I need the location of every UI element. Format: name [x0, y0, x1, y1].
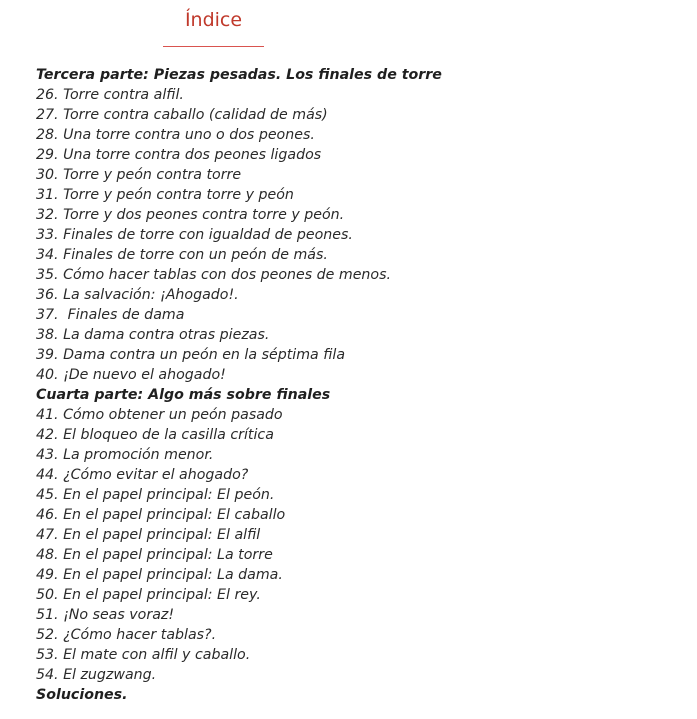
toc-item-47: 47. En el papel principal: El alfil	[36, 527, 261, 543]
page-title: Índice	[184, 9, 243, 31]
table-of-contents	[36, 65, 442, 705]
toc-item-27: 27. Torre contra caballo (calidad de más)	[36, 107, 328, 123]
toc-item-36: 36. La salvación: ¡Ahogado!.	[36, 287, 239, 303]
toc-item-30: 30. Torre y peón contra torre	[36, 167, 242, 183]
toc-item-26: 26. Torre contra alfil.	[36, 87, 184, 103]
section-heading-tercera-parte: Tercera parte: Piezas pesadas. Los finales de torre	[36, 67, 442, 83]
toc-item-40: 40. ¡De nuevo el ahogado!	[36, 367, 226, 383]
toc-item-44: 44. ¿Cómo evitar el ahogado?	[36, 467, 249, 483]
toc-item-39: 39. Dama contra un peón en la séptima fila	[36, 347, 346, 363]
toc-item-43: 43. La promoción menor.	[36, 447, 214, 463]
toc-item-50: 50. En el papel principal: El rey.	[36, 587, 261, 603]
toc-item-48: 48. En el papel principal: La torre	[36, 547, 273, 563]
toc-item-49: 49. En el papel principal: La dama.	[36, 567, 283, 583]
toc-item-37: 37. Finales de dama	[36, 307, 185, 323]
section-heading-cuarta-parte: Cuarta parte: Algo más sobre finales	[36, 387, 331, 403]
toc-item-51: 51. ¡No seas voraz!	[36, 607, 175, 623]
toc-item-54: 54. El zugzwang.	[36, 667, 157, 683]
toc-item-32: 32. Torre y dos peones contra torre y peón.	[36, 207, 345, 223]
toc-item-45: 45. En el papel principal: El peón.	[36, 487, 275, 503]
toc-item-33: 33. Finales de torre con igualdad de peones.	[36, 227, 353, 243]
toc-item-29: 29. Una torre contra dos peones ligados	[36, 147, 322, 163]
toc-item-35: 35. Cómo hacer tablas con dos peones de menos.	[36, 267, 391, 283]
toc-item-34: 34. Finales de torre con un peón de más.	[36, 247, 328, 263]
toc-item-41: 41. Cómo obtener un peón pasado	[36, 407, 283, 423]
toc-item-53: 53. El mate con alfil y caballo.	[36, 647, 251, 663]
toc-item-52: 52. ¿Cómo hacer tablas?.	[36, 627, 217, 643]
section-heading-soluciones: Soluciones.	[36, 687, 128, 703]
title-underline	[163, 46, 264, 47]
toc-item-38: 38. La dama contra otras piezas.	[36, 327, 270, 343]
toc-item-46: 46. En el papel principal: El caballo	[36, 507, 286, 523]
toc-item-42: 42. El bloqueo de la casilla crítica	[36, 427, 274, 443]
toc-item-31: 31. Torre y peón contra torre y peón	[36, 187, 294, 203]
toc-item-28: 28. Una torre contra uno o dos peones.	[36, 127, 315, 143]
